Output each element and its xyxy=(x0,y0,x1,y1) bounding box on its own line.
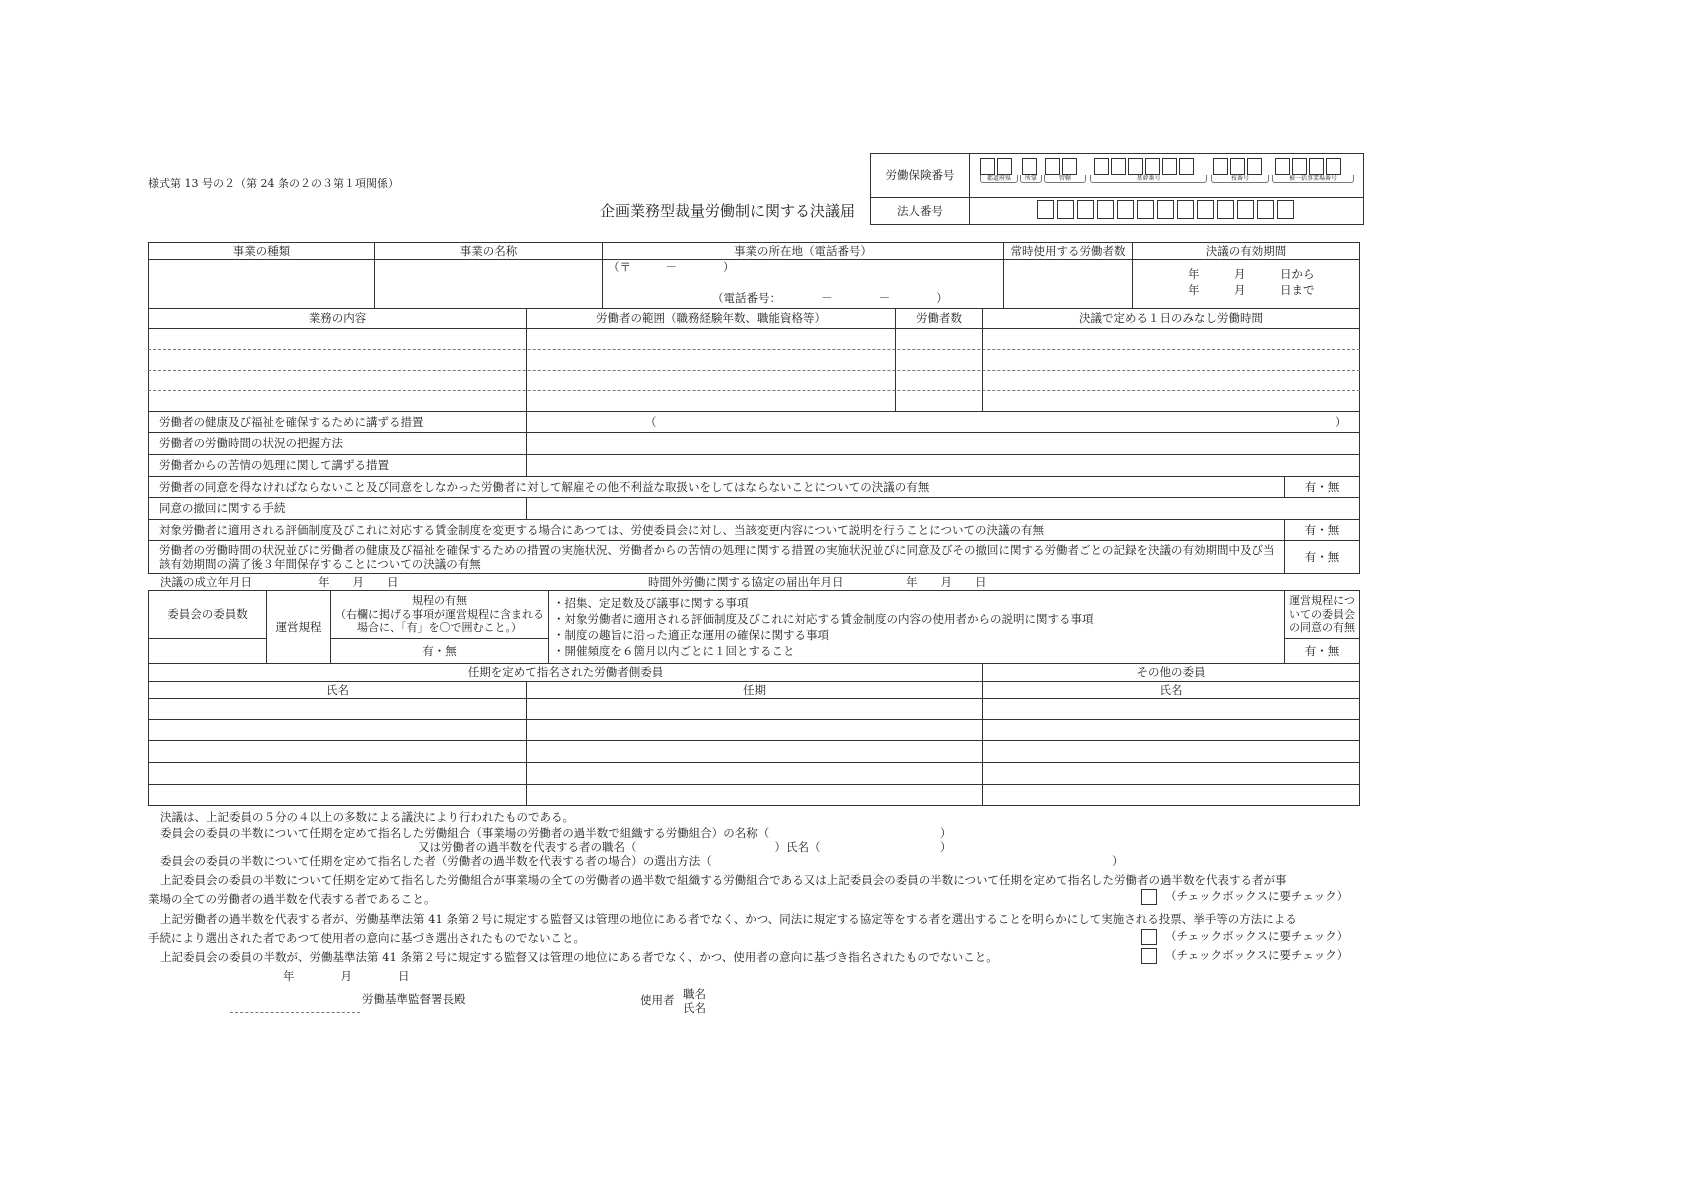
note-selection-method: 委員会の委員の半数について任期を定めて指名した者（労働者の過半数を代表する者の場合）の選出方法（ xyxy=(160,854,712,868)
evaluation-change-label: 対象労働者に適用される評価制度及びこれに対応する賃金制度を変更する場合にあつては、労使委員会に対し、当該変更内容について説明を行うことについての決議の有無 xyxy=(148,519,1285,541)
employer-label: 使用者 xyxy=(640,993,675,1007)
consent-rules-label: 運営規程についての委員会の同意の有無 xyxy=(1284,590,1360,639)
check-note: （チェックボックスに要チェック） xyxy=(1165,948,1349,962)
insurance-number-field[interactable] xyxy=(969,153,1364,198)
term-header: 任期 xyxy=(526,681,983,699)
checkbox[interactable] xyxy=(1141,948,1157,964)
complaints-field[interactable] xyxy=(526,454,1360,477)
committee-members-label: 委員会の委員数 xyxy=(148,590,267,639)
consent-resolution-value[interactable]: 有・無 xyxy=(1284,476,1360,498)
insurance-label: 労働保険番号 xyxy=(870,153,970,198)
note-majority-b: 業場の全ての労働者の過半数を代表する者であること。 xyxy=(148,892,436,906)
header-worker-count: 常時使用する労働者数 xyxy=(1003,242,1133,260)
caption-sub-office: 被一括事業場番号 xyxy=(1272,175,1354,183)
phone-number: （電話番号： － － ） xyxy=(712,291,948,305)
note-representative: 又は労働者の過半数を代表する者の職名（ ）氏名（ xyxy=(418,840,821,854)
checkbox[interactable] xyxy=(1141,889,1157,905)
working-hours-method-label: 労働者の労働時間の状況の把握方法 xyxy=(148,432,527,455)
checkbox[interactable] xyxy=(1141,929,1157,945)
rules-items xyxy=(548,590,1285,664)
note-resolution: 決議は、上記委員の５分の４以上の多数による議決により行われたものである。 xyxy=(160,810,574,824)
business-name-field[interactable] xyxy=(374,259,603,309)
rules-presence-label: 規程の有無 （右欄に掲げる事項が運営規程に含まれる場合に、「有」を〇で囲むこと。） xyxy=(330,590,549,639)
rules-presence-value[interactable]: 有・無 xyxy=(330,638,549,664)
page-title: 企画業務型裁量労働制に関する決議届 xyxy=(600,202,856,220)
caption-prefecture: 都道府県 xyxy=(980,175,1018,183)
consent-withdrawal-label: 同意の撤回に関する手続 xyxy=(148,497,527,520)
header-business-address: 事業の所在地（電話番号） xyxy=(602,242,1004,260)
overtime-date[interactable]: 年 月 日 xyxy=(906,575,987,589)
other-name-header: 氏名 xyxy=(982,681,1360,699)
header-deemed-hours: 決議で定める１日のみなし労働時間 xyxy=(982,308,1360,329)
corp-number-label: 法人番号 xyxy=(870,197,970,225)
resolution-date[interactable]: 年 月 日 xyxy=(318,575,399,589)
form-id: 様式第 13 号の２（第 24 条の２の３第１項関係） xyxy=(148,177,399,190)
submission-date[interactable]: 年 月 日 xyxy=(283,969,410,983)
header-worker-scope: 労働者の範囲（職務経験年数、職能資格等） xyxy=(526,308,896,329)
header-business-name: 事業の名称 xyxy=(374,242,603,260)
rules-item: ・対象労働者に適用される評価制度及びこれに対応する賃金制度の内容の使用者からの説明に関する事項 xyxy=(553,612,1094,626)
consent-withdrawal-field[interactable] xyxy=(526,497,1360,520)
caption-jurisdiction-a: 所掌 xyxy=(1020,175,1042,183)
check-note: （チェックボックスに要チェック） xyxy=(1165,929,1349,943)
header-work-content: 業務の内容 xyxy=(148,308,527,329)
employer-title-label: 職名 xyxy=(683,987,706,1001)
rules-item: ・招集、定足数及び議事に関する事項 xyxy=(553,596,749,610)
health-measures-label: 労働者の健康及び福祉を確保するために講ずる措置 xyxy=(148,411,527,433)
members-grid[interactable] xyxy=(148,698,1360,806)
name-header: 氏名 xyxy=(148,681,527,699)
caption-base-number: 基幹番号 xyxy=(1090,175,1207,183)
health-measures-field[interactable]: （ ） xyxy=(526,411,1360,433)
validity-to: 年 月 日まで xyxy=(1188,283,1315,297)
caption-jurisdiction-b: 管轄 xyxy=(1044,175,1086,183)
row-divider xyxy=(148,390,1360,391)
working-hours-method-field[interactable] xyxy=(526,432,1360,455)
note-election-b: 手続により選出された者であつて使用者の意向に基づき選出されたものでないこと。 xyxy=(148,931,585,945)
labor-office-addressee: 労働基準監督署長殿 xyxy=(362,992,466,1006)
employer-name-label: 氏名 xyxy=(683,1001,706,1015)
row-divider xyxy=(148,349,1360,350)
caption-branch: 枝番号 xyxy=(1211,175,1269,183)
check-election[interactable] xyxy=(1141,929,1348,945)
union-name-close: ） xyxy=(940,826,952,840)
consent-resolution-label: 労働者の同意を得なければならないこと及び同意をしなかった労働者に対して解雇その他不利益な取扱いをしてはならないことについての決議の有無 xyxy=(148,476,1285,498)
record-keeping-value[interactable]: 有・無 xyxy=(1284,540,1360,574)
check-supervisor[interactable] xyxy=(1141,948,1348,964)
representative-close: ） xyxy=(940,840,952,854)
evaluation-change-value[interactable]: 有・無 xyxy=(1284,519,1360,541)
validity-from: 年 月 日から xyxy=(1188,267,1315,281)
postal-code: （〒 － ） xyxy=(608,260,735,274)
committee-members-field[interactable] xyxy=(148,638,267,664)
corp-number-field[interactable] xyxy=(969,197,1364,225)
business-type-field[interactable] xyxy=(148,259,375,309)
note-union-name: 委員会の委員の半数について任期を定めて指名した労働組合（事業場の労働者の過半数で組織する労働組合）の名称（ xyxy=(160,826,770,840)
check-majority[interactable] xyxy=(1141,889,1348,905)
rules-item: ・開催頻度を６箇月以内ごとに１回とすること xyxy=(553,644,795,658)
labor-office-field[interactable] xyxy=(230,1012,360,1013)
consent-rules-value[interactable]: 有・無 xyxy=(1284,638,1360,664)
rules-label: 運営規程 xyxy=(266,590,331,664)
overtime-date-label: 時間外労働に関する協定の届出年月日 xyxy=(648,575,844,589)
rules-item: ・制度の趣旨に沿った適正な運用の確保に関する事項 xyxy=(553,628,829,642)
note-majority-a: 上記委員会の委員の半数について任期を定めて指名した労働組合が事業場の全ての労働者の過半数で組織する労働組合である又は上記委員会の委員の半数について任期を定めて指名した労働者の過半数を代表する者が事 xyxy=(160,873,1287,887)
worker-count-field[interactable] xyxy=(1003,259,1133,309)
selection-method-close: ） xyxy=(1112,854,1124,868)
note-election-a: 上記労働者の過半数を代表する者が、労働基準法第 41 条第２号に規定する監督又は管理の地位にある者でなく、かつ、同法に規定する協定等をする者を選出することを明らかにして実施される投票、挙手等の方法による xyxy=(160,912,1297,926)
complaints-label: 労働者からの苦情の処理に関して講ずる措置 xyxy=(148,454,527,477)
header-worker-number: 労働者数 xyxy=(895,308,983,329)
header-business-type: 事業の種類 xyxy=(148,242,375,260)
note-supervisor: 上記委員会の委員の半数が、労働基準法第 41 条第２号に規定する監督又は管理の地位にある者でなく、かつ、使用者の意向に基づき指名されたものでないこと。 xyxy=(160,950,998,964)
other-members-header: その他の委員 xyxy=(982,663,1360,682)
header-validity-period: 決議の有効期間 xyxy=(1132,242,1360,260)
record-keeping-label: 労働者の労働時間の状況並びに労働者の健康及び福祉を確保するための措置の実施状況、労働者からの苦情の処理に関する措置の実施状況並びに同意及びその撤回に関する労働者ごとの記録を決議の有効期間中及び当該有効期間の満了後３年間保存することについての決議の有無 xyxy=(148,540,1285,574)
row-divider xyxy=(148,370,1360,371)
check-note: （チェックボックスに要チェック） xyxy=(1165,889,1349,903)
resolution-date-label: 決議の成立年月日 xyxy=(160,575,252,589)
worker-side-header: 任期を定めて指名された労働者側委員 xyxy=(148,663,983,682)
